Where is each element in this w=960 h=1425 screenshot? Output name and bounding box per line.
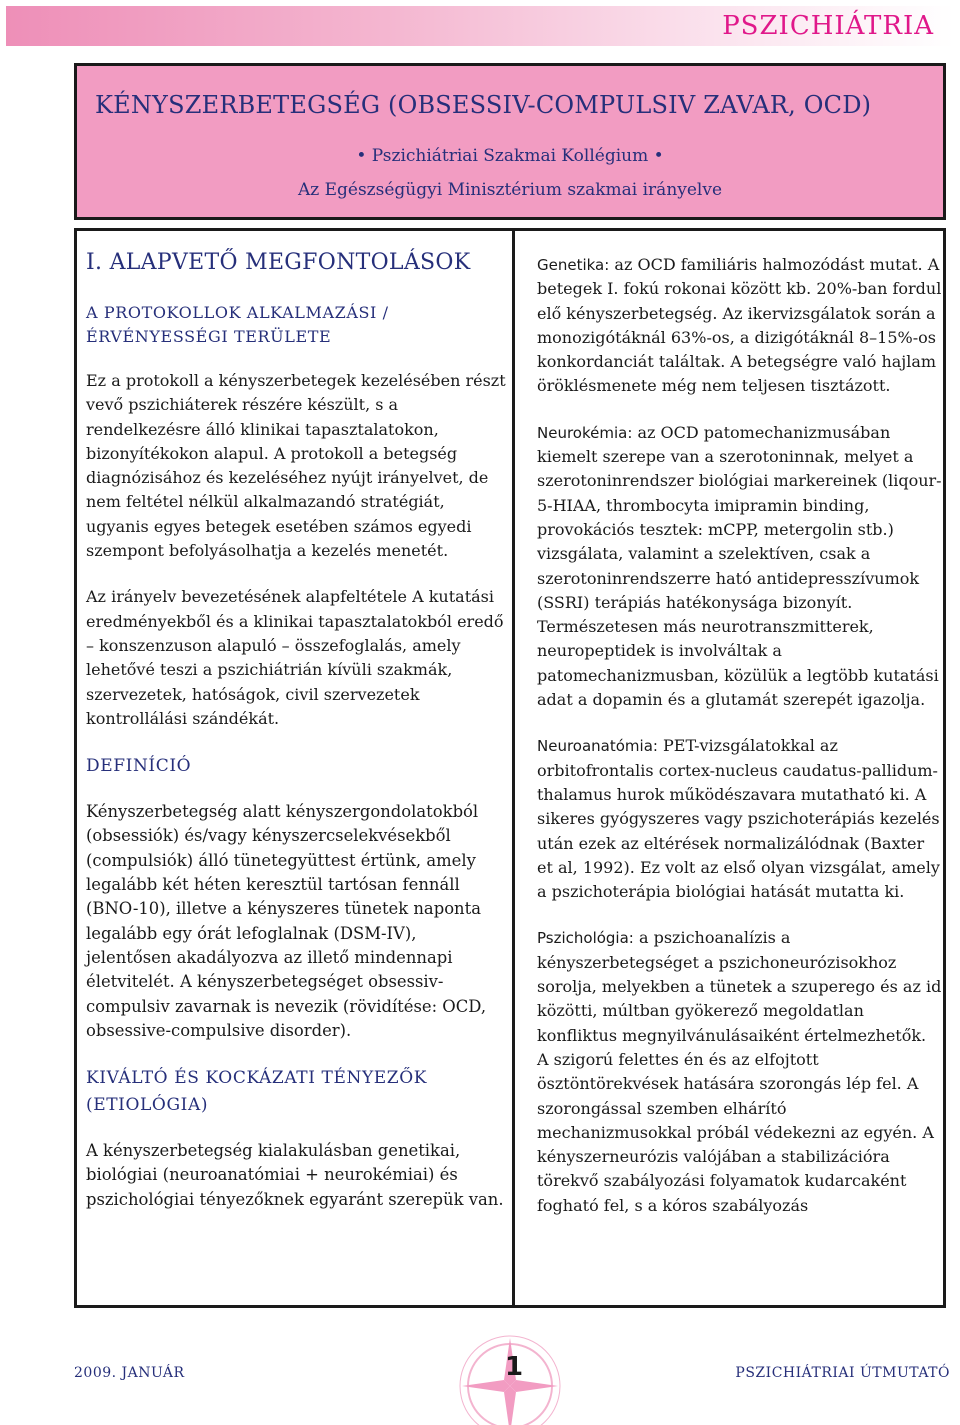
title-box <box>74 63 946 220</box>
paragraph-scope: Ez a protokoll a kényszerbetegek kezelésében részt vevő pszichiáterek részére készült, s a rendelkezésre álló klinikai tapasztalatokon, bizonyítékokon alapul. A protokoll a betegség diagnózisához és kezeléséhez nyújt irányelvet, de nem feltétel nélkül alkalmazandó stratégiát, ugyanis egyes betegek esetében számos egyedi szempont befolyásolhatja a kezelés menetét. <box>86 371 506 561</box>
footer-date: 2009. JANUÁR <box>74 1365 185 1381</box>
heading-fundamentals: I. ALAPVETŐ MEGFONTOLÁSOK <box>86 250 471 275</box>
label-neuroanatomy: Neuroanatómia: <box>537 737 658 756</box>
heading-etiology-line1: KIVÁLTÓ ÉS KOCKÁZATI TÉNYEZŐK <box>86 1068 428 1089</box>
document-subtitle-ministry: Az Egészségügyi Minisztérium szakmai irányelve <box>297 180 723 200</box>
paragraph-psychology <box>537 926 942 1218</box>
heading-scope <box>86 301 506 349</box>
heading-scope-line1: A PROTOKOLLOK ALKALMAZÁSI / <box>86 303 389 322</box>
left-column <box>86 250 506 1234</box>
text-genetics: az OCD familiáris halmozódást mutat. A betegek I. fokú rokonai között kb. 20%-ban fordul elő kényszerbetegség. Az ikervizsgálatok során a monozigótáknál 63%-os, a dizigótáknál 8–15%-os konkordanciát találtak. A betegségre való hajlam öröklésmenete még nem teljesen tisztázott. <box>537 255 942 396</box>
paragraph-prerequisite: Az irányelv bevezetésének alapfeltétele A kutatási eredményekből és a klinikai tapasztalatokból eredő – konszenzuson alapuló – összefoglalás, amely lehetővé teszi a pszichiátrián kívüli szakmák, szervezetek, hatóságok, civil szervezetek kontrollálási szándékát. <box>86 587 504 728</box>
label-psychology: Pszichológia: <box>537 929 634 948</box>
heading-etiology <box>86 1065 506 1119</box>
document-subtitle: • Pszichiátriai Szakmai Kollégium • <box>356 146 664 166</box>
paragraph-neuroanatomy <box>537 734 942 904</box>
text-neurochemistry: az OCD patomechanizmusában kiemelt szerepe van a szerotoninnak, melyet a szerotoninrendszer biológiai markereinek (liqour-5-HIAA, thrombocyta imipramin binding, provokációs tesztek: mCPP, metergolin stb.) vizsgálata, valamint a szelektíven, csak a szerotoninrendszerre ható antidepresszívumok (SSRI) terápiás hatékonysága bizonyít. Természetesen más neurotranszmitterek, neuropeptidek is involváltak a patomechanizmusban, közülük a legtöbb kutatási adat a dopamin és a glutamát szerepét igazolja. <box>537 422 942 710</box>
heading-etiology-line2: (ETIOLÓGIA) <box>86 1095 209 1116</box>
label-genetics: Genetika: <box>537 256 610 274</box>
paragraph-etiology: A kényszerbetegség kialakulásban genetikai, biológiai (neuroanatómiai + neurokémiai) és pszichológiai tényezőknek egyaránt szerepük van. <box>86 1141 504 1209</box>
text-psychology: a pszichoanalízis a kényszerbetegséget a pszichoneurózisokhoz sorolja, melyekben a tünetek a szuperego és az id közötti, múltban gyökerező megoldatlan konfliktus megnyilvánulásaiként értelmezhetők. A szigorú felettes én és az elfojtott ösztöntörekvések hatására szorongás lép fel. A szorongással szemben elhárító mechanizmusokkal próbál védekezni az egyén. A kényszerneurózis valójában a stabilizációra törekvő szabályozási folyamatok kudarcaként fogható fel, s a kóros szabályozás <box>537 928 942 1215</box>
column-divider <box>512 228 515 1308</box>
document-title: KÉNYSZERBETEGSÉG (OBSESSIV-COMPULSIV ZAVAR, OCD) <box>95 91 872 119</box>
label-neurochemistry: Neurokémia: <box>537 423 633 442</box>
heading-scope-line2: ÉRVÉNYESSÉGI TERÜLETE <box>86 327 332 346</box>
text-neuroanatomy: PET-vizsgálatokkal az orbitofrontalis cortex-nucleus caudatus-pallidum-thalamus hurok működészavara mutatható ki. A sikeres gyógyszeres vagy pszichoterápiás kezelés után ezek az eltérések normalizálódnak (Baxter et al, 1992). Ez volt az első olyan vizsgálat, amely a pszichoterápia biológiai hatását mutatta ki. <box>537 736 940 902</box>
heading-definition: DEFINÍCIÓ <box>86 756 192 777</box>
paragraph-genetics <box>537 253 942 399</box>
section-title: PSZICHIÁTRIA <box>722 11 934 41</box>
page-number: 1 <box>505 1352 524 1382</box>
right-column <box>537 253 942 1240</box>
paragraph-definition: Kényszerbetegség alatt kényszergondolatokból (obsessiók) és/vagy kényszercselekvésekből (compulsiók) álló tünetegyüttest értünk, amely legalább két héten keresztül tartósan fennáll (BNO-10), illetve a kényszeres tünetek naponta legalább egy órát lefoglalnak (DSM-IV), jelentősen akadályozva az illető mindennapi életvitelét. A kényszerbetegséget obsessiv-compulsiv zavarnak is nevezik (rövidítése: OCD, obsessive-compulsive disorder). <box>86 802 487 1040</box>
header-band <box>6 6 954 46</box>
footer-publication: PSZICHIÁTRIAI ÚTMUTATÓ <box>735 1365 950 1381</box>
paragraph-neurochemistry <box>537 421 942 713</box>
